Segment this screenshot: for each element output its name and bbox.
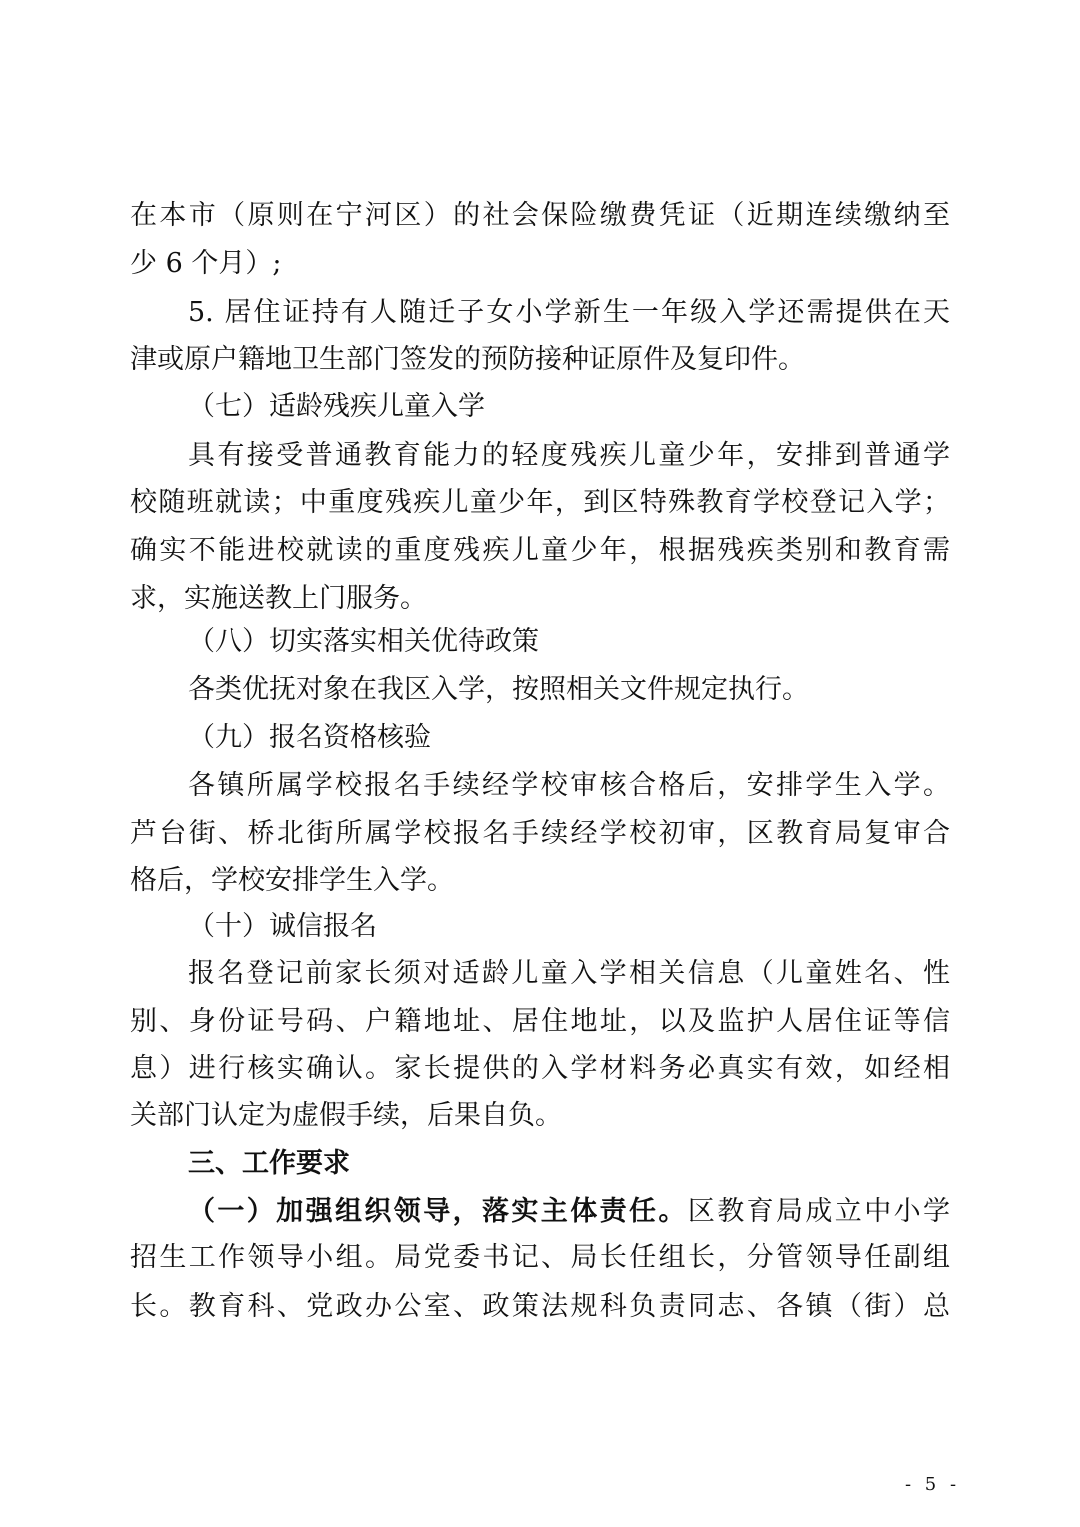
text-line: 具有接受普通教育能力的轻度残疾儿童少年，安排到普通学: [188, 440, 950, 471]
text-line: 息）进行核实确认。家长提供的入学材料务必真实有效，如经相: [130, 1053, 950, 1084]
text-line: 各镇所属学校报名手续经学校审核合格后，安排学生入学。: [188, 770, 950, 801]
text-line: （十）诚信报名: [188, 911, 377, 942]
text-line: 各类优抚对象在我区入学，按照相关文件规定执行。: [188, 674, 809, 705]
text-line: 关部门认定为虚假手续，后果自负。: [130, 1100, 562, 1131]
text-line: 少 6 个月）;: [130, 248, 282, 279]
text-line: （七）适龄残疾儿童入学: [188, 391, 485, 422]
text-line: 津或原户籍地卫生部门签发的预防接种证原件及复印件。: [130, 344, 805, 375]
text-line: （八）切实落实相关优待政策: [188, 626, 539, 657]
text-line: [188, 1192, 950, 1232]
text-line: 芦台街、桥北街所属学校报名手续经学校初审，区教育局复审合: [130, 818, 950, 849]
bold-lead-text: （一）加强组织领导，落实主体责任。: [188, 1196, 688, 1227]
page-number: - 5 -: [905, 1474, 961, 1495]
text-line: 在本市（原则在宁河区）的社会保险缴费凭证（近期连续缴纳至: [130, 200, 950, 231]
text-line: （九）报名资格核验: [188, 722, 431, 753]
section-heading: 三、工作要求: [188, 1148, 350, 1179]
text-line: 确实不能进校就读的重度残疾儿童少年，根据残疾类别和教育需: [130, 535, 950, 566]
text-line: 长。教育科、党政办公室、政策法规科负责同志、各镇（街）总: [130, 1291, 950, 1322]
text-line: 5. 居住证持有人随迁子女小学新生一年级入学还需提供在天: [188, 297, 950, 328]
text-line: 招生工作领导小组。局党委书记、局长任组长，分管领导任副组: [130, 1242, 950, 1273]
text-run: 区教育局成立中小学: [687, 1196, 951, 1227]
text-line: 别、身份证号码、户籍地址、居住地址，以及监护人居住证等信: [130, 1006, 950, 1037]
text-line: 格后，学校安排学生入学。: [130, 865, 454, 896]
text-line: 报名登记前家长须对适龄儿童入学相关信息（儿童姓名、性: [188, 958, 950, 989]
text-line: 校随班就读；中重度残疾儿童少年，到区特殊教育学校登记入学；: [130, 487, 950, 518]
text-line: 求，实施送教上门服务。: [130, 583, 427, 614]
